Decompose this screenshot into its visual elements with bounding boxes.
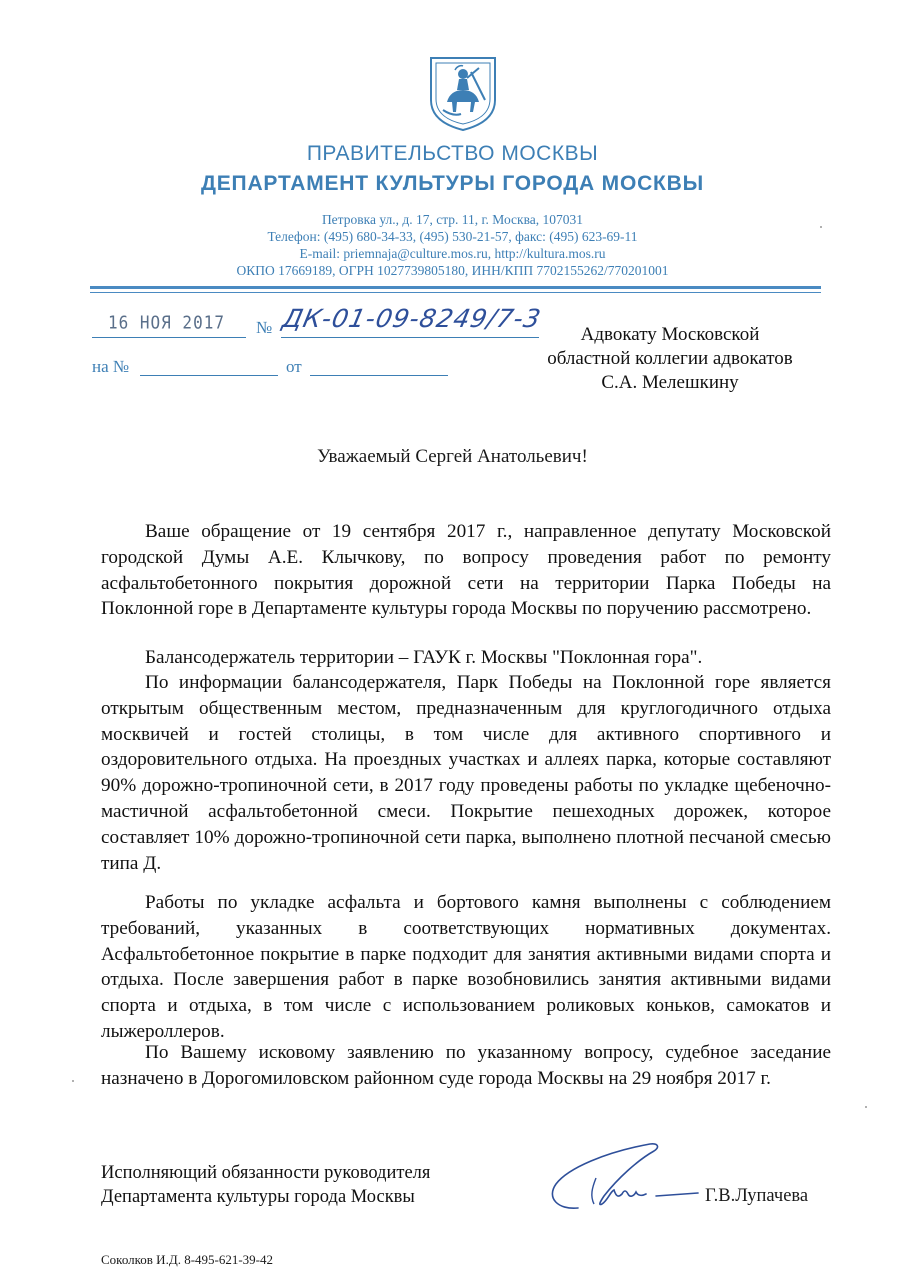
org-name-government: ПРАВИТЕЛЬСТВО МОСКВЫ [306,142,599,165]
date-stamp: 16 НОЯ 2017 [108,312,225,333]
signer-position-line-2: Департамента культуры города Москвы [101,1187,415,1207]
org-registry-codes: ОКПО 17669189, ОГРН 1027739805180, ИНН/КПП 7702155262/770201001 [236,263,669,278]
body-paragraph: Работы по укладке асфальта и бортового камня выполнены с соблюдением требований, указанных в соответствующих нормативных документах. Асфальтобетонное покрытие в парке подходит для занятия активными видами спорта и отдыха. После завершения работ в парке возобновились занятия активными видами спорта и отдыха, в том числе с использованием роликовых коньков, самокатов и лыжероллеров. [101,892,831,1042]
greeting: Уважаемый Сергей Анатольевич! [317,446,588,467]
executor-contact: Соколков И.Д. 8-495-621-39-42 [101,1252,274,1267]
addressee-name: С.А. Мелешкину [601,372,739,393]
signer-position-line-1: Исполняющий обязанности руководителя [101,1163,431,1183]
scan-speck [820,226,822,228]
from-label: от [286,357,302,376]
body-paragraph: Ваше обращение от 19 сентября 2017 г., направленное депутату Московской городской Думы А.Е. Клычкову, по вопросу проведения работ по ремонту асфальтобетонного покрытия дорожной сети на территории Парка Победы на Поклонной горе в Департаменте культуры города Москвы по поручению рассмотрено. [101,521,831,620]
body-paragraph: По информации балансодержателя, Парк Победы на Поклонной горе является открытым общественным местом, предназначенным для круглогодичного отдыха москвичей и гостей столицы, в том числе для активного спортивного и оздоровительного отдыха. На проездных участках и аллеях парка, которые составляют 90% дорожно-тропиночной сети, в 2017 году проведены работы по укладке щебеночно-мастичной асфальтобетонной смеси. Покрытие пешеходных дорожек, которое составляет 10% дорожно-тропиночной сети парка, выполнено плотной песчаной смесью типа Д. [101,672,831,874]
org-name-department: ДЕПАРТАМЕНТ КУЛЬТУРЫ ГОРОДА МОСКВЫ [200,172,704,195]
scan-speck [72,1080,74,1082]
number-underline [281,337,539,338]
registration-number: ДК-01-09-8249/7-3 [279,304,544,333]
addressee-line-1: Адвокату Московской [580,324,760,345]
scan-speck [865,1106,867,1108]
moscow-coat-of-arms-icon [427,54,499,132]
reference-label: на № [92,357,130,376]
number-label: № [256,318,273,337]
from-underline [310,375,448,376]
org-address: Петровка ул., д. 17, стр. 11, г. Москва, 107031 [321,212,584,227]
letterhead-divider-thin [90,292,821,293]
body-paragraph: По Вашему исковому заявлению по указанному вопросу, судебное заседание назначено в Дорогомиловском районном суде города Москвы на 29 ноября 2017 г. [101,1042,831,1089]
body-paragraph: Балансодержатель территории – ГАУК г. Москвы "Поклонная гора". [145,647,703,668]
org-email: E-mail: priemnaja@culture.mos.ru, http://kultura.mos.ru [299,246,606,261]
signer-name: Г.В.Лупачева [705,1186,809,1206]
letterhead-divider-thick [90,286,821,289]
handwritten-signature [538,1138,708,1220]
date-underline [92,337,246,338]
addressee-line-2: областной коллегии адвокатов [547,348,793,369]
org-phones: Телефон: (495) 680-34-33, (495) 530-21-57, факс: (495) 623-69-11 [267,229,638,244]
reference-underline [140,375,278,376]
